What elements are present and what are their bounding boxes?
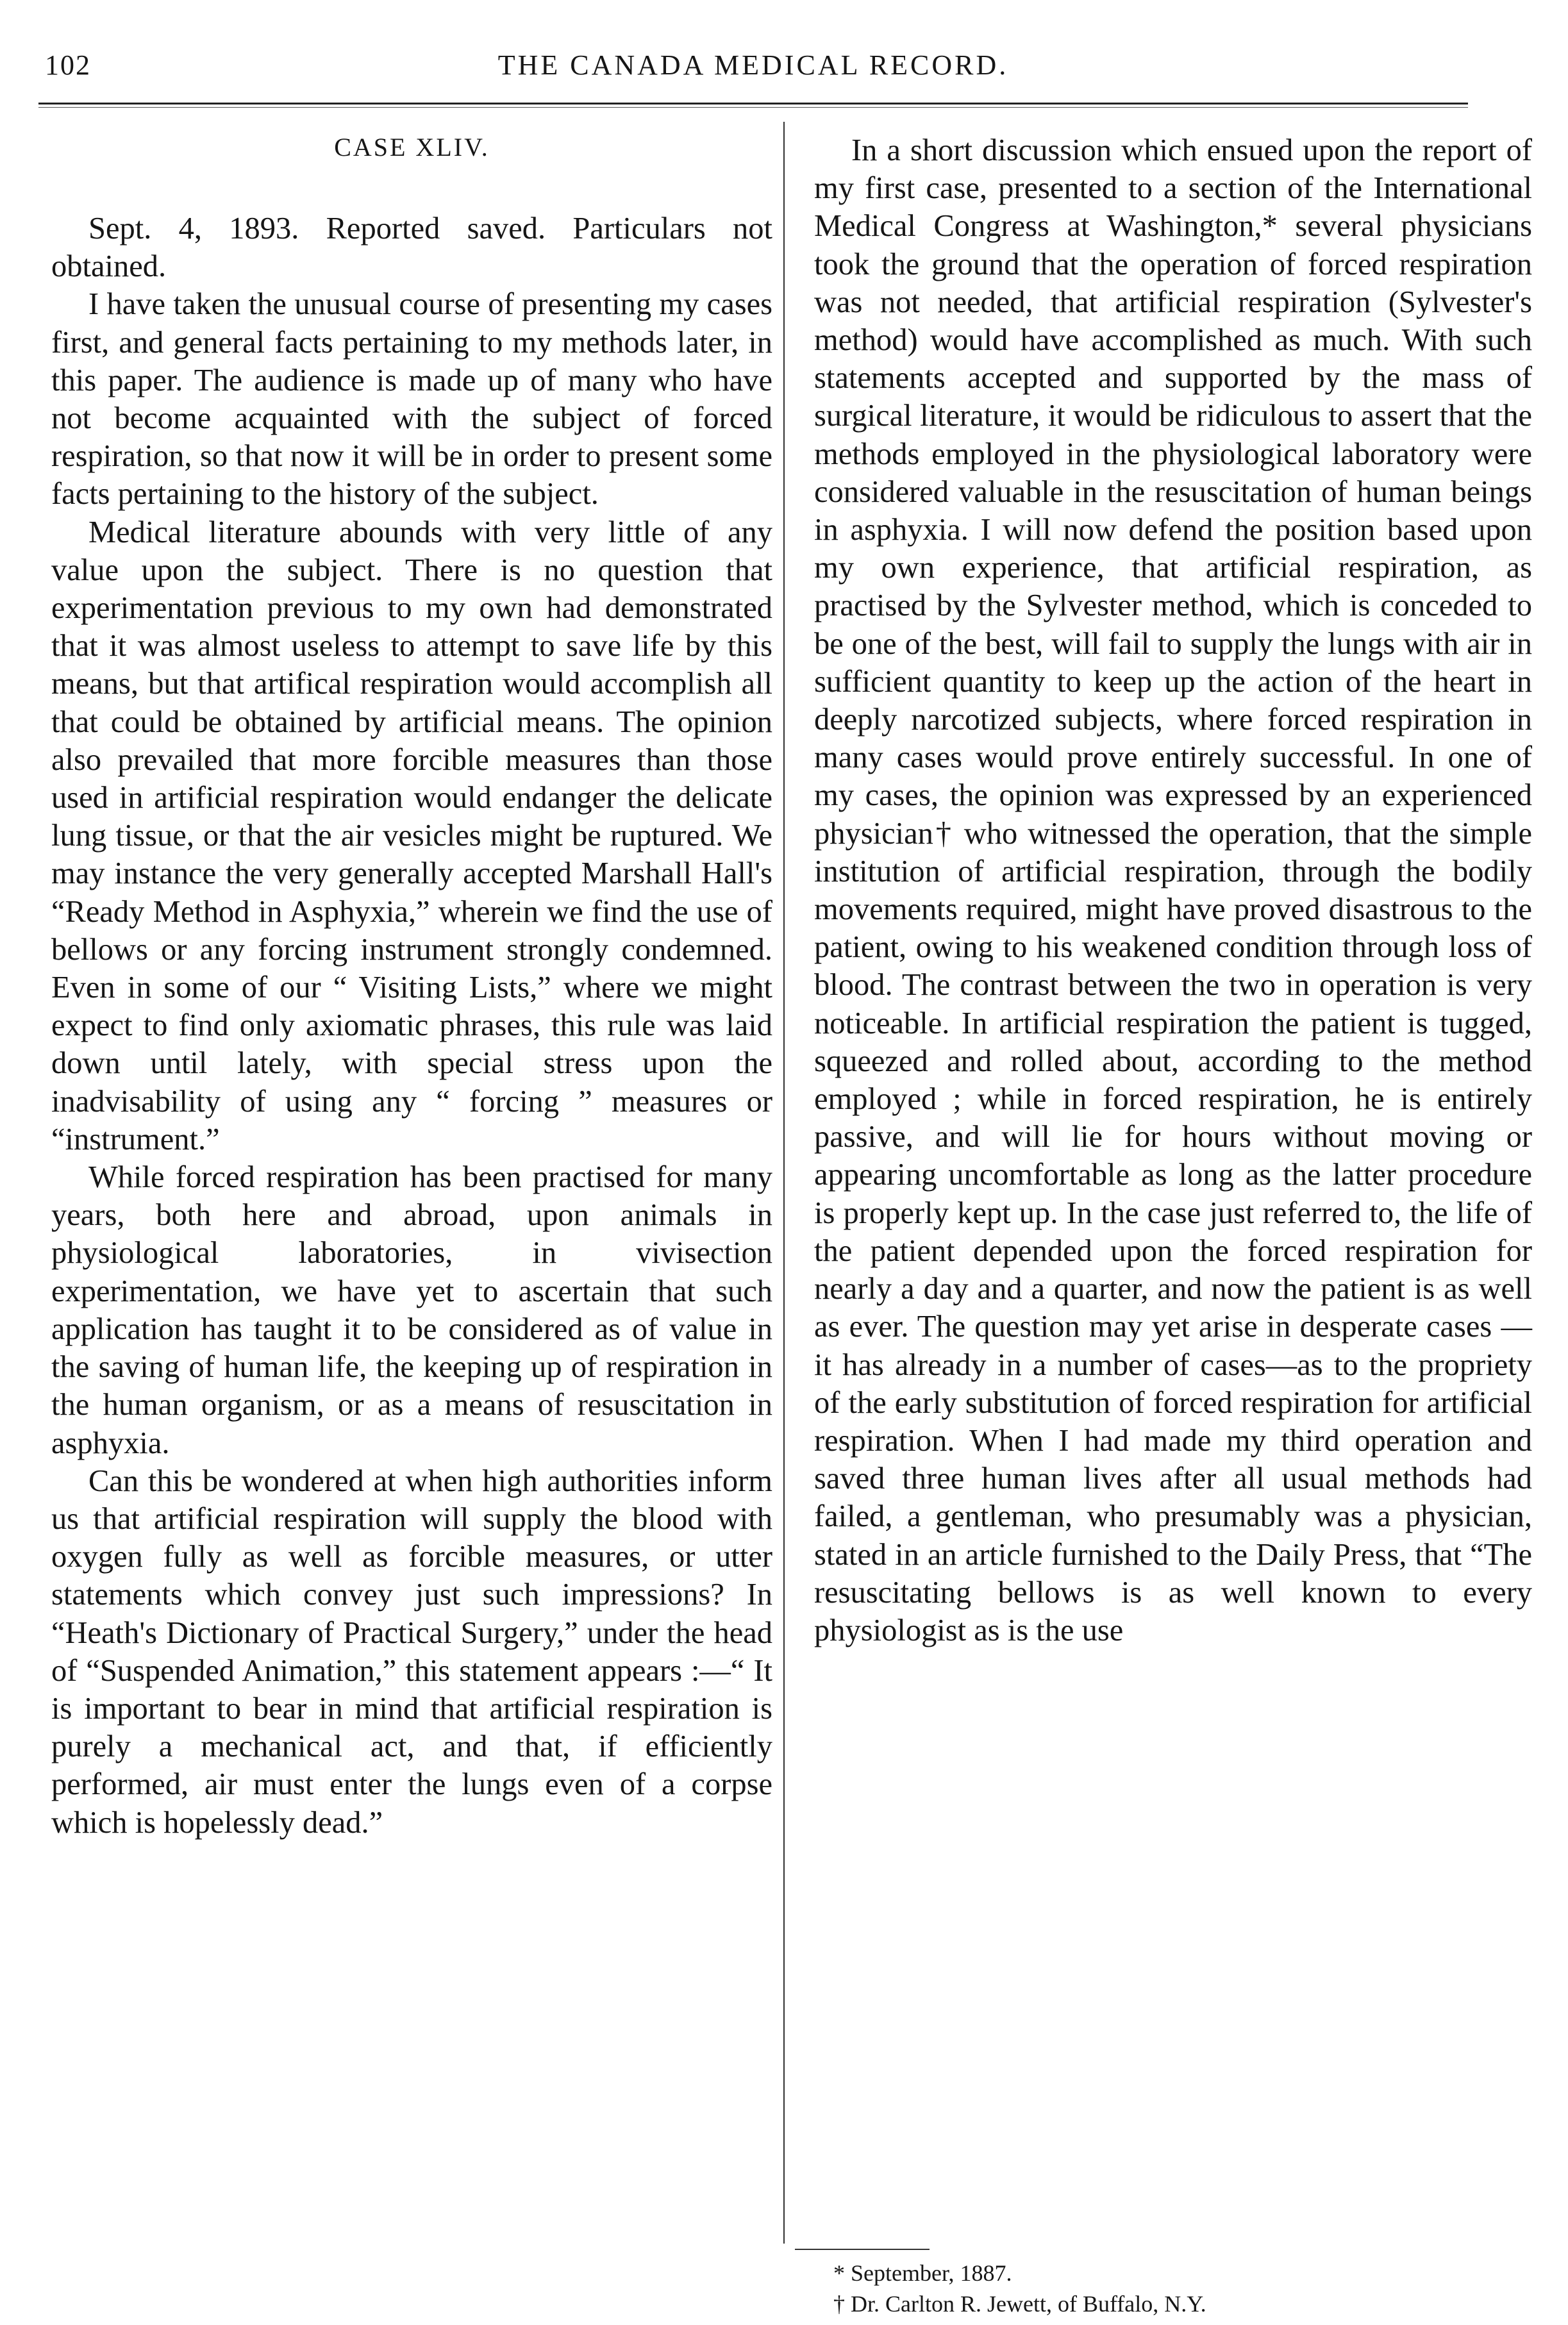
paragraph: I have taken the unusual course of presenting my cases first, and general facts pertaining to my methods later, in this paper. The audience is made up of many who have not become acquainted with the subject of forced respiration, so that now it will be in order to present some facts pertaining to the history of the subject. (51, 287, 772, 512)
paragraph: Sept. 4, 1893. Reported saved. Particulars not obtained. (51, 212, 772, 284)
right-column (814, 131, 1532, 1649)
footnote: * September, 1887. (833, 2260, 1012, 2286)
journal-title: THE CANADA MEDICAL RECORD. (497, 49, 1009, 81)
page-number: 102 (45, 49, 91, 81)
paragraph: While forced respiration has been practised for many years, both here and abroad, upon animals in physiological laboratories, in vivisection experimentation, we have yet to ascertain that such application has taught it to be considered as of value in the saving of human life, the keeping up of respiration in the human organism, or as a means of resuscitation in asphyxia. (51, 1160, 772, 1460)
footnotes (833, 2258, 1474, 2319)
footnote: † Dr. Carlton R. Jewett, of Buffalo, N.Y. (833, 2291, 1206, 2317)
left-column (51, 131, 772, 1842)
case-heading: CASE XLIV. (334, 133, 490, 162)
paragraph: Medical literature abounds with very little of any value upon the subject. There is no question that experimentation previous to my own had demonstrated that it was almost useless to attempt to save life by this means, but that artifical respiration would accomplish all that could be obtained by artificial means. The opinion also prevailed that more forcible measures than those used in artificial respiration would endanger the delicate lung tissue, or that the air vesicles might be ruptured. We may instance the very generally accepted Marshall Hall's “Ready Method in Asphyxia,” wherein we find the use of bellows or any forcing instrument strongly condemned. Even in some of our “ Visiting Lists,” where we might expect to find only axiomatic phrases, this rule was laid down until lately, with special stress upon the inadvisability of using any “ forcing ” measures or “instrument.” (51, 515, 772, 1156)
column-divider (783, 122, 785, 2244)
running-head (38, 45, 1468, 96)
paragraph: In a short discussion which ensued upon the report of my first case, presented to a section of the International Medical Congress at Washington,* several physicians took the ground that the operation of forced respiration was not needed, that artificial respiration (Sylvester's method) would have accomplished as much. With such statements accepted and supported by the mass of surgical literature, it would be ridiculous to assert that the methods employed in the physiological laboratory were considered valuable in the resuscitation of human beings in asphyxia. I will now defend the position based upon my own experience, that artificial respiration, as practised by the Sylvester method, which is conceded to be one of the best, will fail to supply the lungs with air in sufficient quantity to keep up the action of the heart in deeply narcotized subjects, where forced respiration in many cases would prove entirely successful. In one of my cases, the opinion was expressed by an experienced physician† who witnessed the operation, that the simple institution of artificial respiration, through the bodily movements required, might have proved disastrous to the patient, owing to his weakened condition through loss of blood. The contrast between the two in operation is very noticeable. In artificial respiration the patient is tugged, squeezed and rolled about, according to the method employed ; while in forced respiration, he is entirely passive, and will lie for hours without moving or appearing uncomfortable as long as the latter procedure is properly kept up. In the case just referred to, the life of the patient depended upon the forced respiration for nearly a day and a quarter, and now the patient is as well as ever. The question may yet arise in desperate cases —it has already in a number of cases—as to the propriety of the early substitution of forced respiration for artificial respiration. When I had made my third operation and saved three human lives after all usual methods had failed, a gentleman, who presumably was a physician, stated in an article furnished to the Daily Press, that “The resuscitating bellows is as well known to every physiologist as is the use (814, 133, 1532, 1647)
header-rule (38, 103, 1468, 108)
paragraph: Can this be wondered at when high authorities inform us that artificial respiration will supply the blood with oxygen fully as well as forcible measures, or utter statements which convey just such impressions? In “Heath's Dictionary of Practical Surgery,” under the head of “Suspended Animation,” this statement appears :—“ It is important to bear in mind that artificial respiration is purely a mechanical act, and that, if efficiently performed, air must enter the lungs even of a corpse which is hopelessly dead.” (51, 1463, 772, 1840)
footnote-rule (795, 2249, 930, 2250)
